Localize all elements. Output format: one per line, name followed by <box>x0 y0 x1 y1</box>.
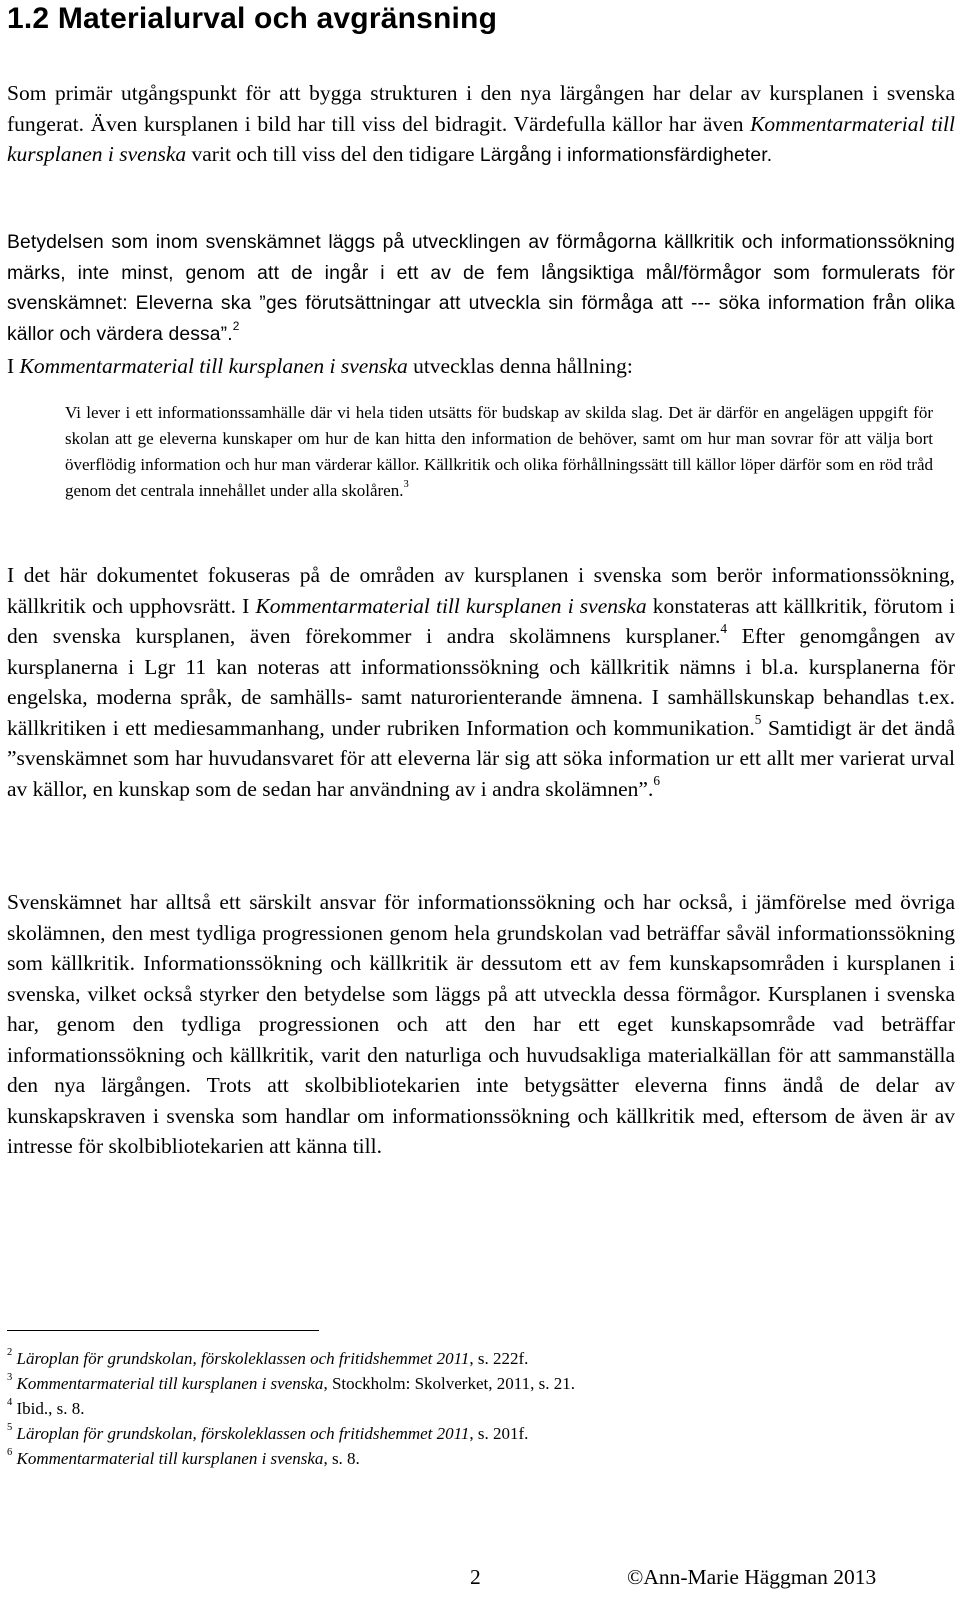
paragraph-text: Samtidigt är det ändå ”svenskämnet som har huvudansvaret för att eleverna lär sig att söka information ur ett allt mer varierat urval av källor, en kunskap som de sedan har användning av i andra skolämnen”. <box>7 715 955 801</box>
italic-title: Kommentarmaterial till kursplanen i svenska <box>19 354 408 378</box>
paragraph-text: Som primär utgångspunkt för att bygga strukturen i den nya lärgången har delar av kursplanen i svenska fungerat. Även kursplanen i bild har till viss del bidragit. Värdefulla källor har även <box>7 81 955 136</box>
footnote-text: Ibid., s. 8. <box>16 1399 85 1418</box>
footnote-text: , s. 8. <box>323 1449 360 1468</box>
page-number: 2 <box>470 1565 481 1589</box>
paragraph-text: konstateras att källkritik, förutom i den svenska kursplanen, även förekommer i andra skolämnens kursplaner. <box>7 593 955 648</box>
footnote-item <box>7 1446 575 1471</box>
paragraph-dokumentet <box>7 560 955 804</box>
footnote-title: Läroplan för grundskolan, förskoleklassen och fritidshemmet 2011 <box>16 1349 470 1368</box>
paragraph-kommentarmaterial <box>7 351 955 382</box>
section-heading: 1.2 Materialurval och avgränsning <box>7 2 498 35</box>
paragraph-text: I det här dokumentet fokuseras på de områden av kursplanen i svenska som berör informationssökning, källkritik och upphovsrätt. I <box>7 563 955 618</box>
footnote-text: , s. 201f. <box>469 1424 529 1443</box>
quote-text: Vi lever i ett informationssamhälle där vi hela tiden utsätts för budskap av skilda slag. Det är därför en angelägen uppgift för skolan att ge eleverna kunskaper om hur de kan hitta den information de behöver, samt om hur man sovrar för att välja bort överflödig information och hur man värderar källor. Källkritik och olika förhållningssätt till källor löper därför som en röd tråd genom det centrala innehållet under alla skolåren. <box>65 403 933 500</box>
paragraph-text-sans: Lärgång i informationsfärdigheter. <box>479 145 773 166</box>
footnote-item <box>7 1371 575 1396</box>
paragraph-text: varit och till viss del den tidigare <box>186 142 480 166</box>
footnote-title: Kommentarmaterial till kursplanen i svenska <box>16 1449 324 1468</box>
copyright-notice: ©Ann-Marie Häggman 2013 <box>627 1565 877 1589</box>
italic-title: Kommentarmaterial till kursplanen i svenska <box>255 593 647 618</box>
footnote-item <box>7 1396 575 1421</box>
footnote-ref: 5 <box>754 712 762 728</box>
footnote-number: 2 <box>7 1347 13 1359</box>
footnote-text: , s. 222f. <box>469 1349 529 1368</box>
footnote-title: Läroplan för grundskolan, förskoleklassen och fritidshemmet 2011 <box>16 1424 470 1443</box>
footnote-number: 3 <box>7 1372 13 1384</box>
footnote-ref: 3 <box>403 479 409 491</box>
footnote-text: , Stockholm: Skolverket, 2011, s. 21. <box>323 1374 575 1393</box>
paragraph-intro <box>7 78 955 172</box>
footnote-number: 6 <box>7 1447 13 1459</box>
footnote-ref: 2 <box>232 319 240 334</box>
footnote-item <box>7 1346 575 1371</box>
block-quote <box>65 400 933 504</box>
footnote-separator <box>7 1330 319 1331</box>
paragraph-text: I <box>7 354 20 378</box>
footnote-ref: 6 <box>653 773 661 789</box>
paragraph-text: utvecklas denna hållning: <box>407 354 633 378</box>
paragraph-svenskamnet <box>7 887 955 1162</box>
footnote-title: Kommentarmaterial till kursplanen i svenska <box>16 1374 324 1393</box>
footnote-number: 5 <box>7 1422 13 1434</box>
paragraph-text: Svenskämnet har alltså ett särskilt ansvar för informationssökning och har också, i jämförelse med övriga skolämnen, den mest tydliga progressionen genom hela grundskolan vad beträffar såväl informationssökning som källkritik. Informationssökning och källkritik är dessutom ett av fem kunskapsområden i kursplanen i svenska, vilket också styrker den betydelse som läggs på att utveckla dessa förmågor. Kursplanen i svenska har, genom den tydliga progressionen och att den har ett eget kunskapsområde vad beträffar informationssökning och källkritik, varit den naturliga och huvudsakliga materialkällan för att sammanställa den nya lärgången. Trots att skolbibliotekarien inte betygsätter eleverna finns ändå de delar av kunskapskraven i svenska som handlar om informationssökning och källkritik med, eftersom de även är av intresse för skolbibliotekarien att känna till. <box>7 890 955 1158</box>
footnote-ref: 4 <box>720 620 728 636</box>
paragraph-text: Betydelsen som inom svenskämnet läggs på utvecklingen av förmågorna källkritik och informationssökning märks, inte minst, genom att de ingår i ett av de fem långsiktiga mål/förmågor som formulerats för svenskämnet: Eleverna ska ”ges förutsättningar att utveckla sin förmåga att --- söka information från olika källor och värdera dessa”. <box>7 232 955 345</box>
paragraph-betydelsen <box>7 228 955 350</box>
footnote-list <box>7 1346 575 1471</box>
italic-title: Kommentarmaterial till kursplanen i svenska <box>7 111 955 166</box>
paragraph-text: Efter genomgången av kursplanerna i Lgr 11 kan noteras att informationssökning och källkritik nämns i bl.a. kursplanerna för engelska, moderna språk, de samhälls- samt naturorienterande ämnena. I samhällskunskap behandlas t.ex. källkritiken i ett mediesammanhang, under rubriken Information och kommunikation. <box>7 624 955 740</box>
footnote-item <box>7 1421 575 1446</box>
footnote-number: 4 <box>7 1397 13 1409</box>
